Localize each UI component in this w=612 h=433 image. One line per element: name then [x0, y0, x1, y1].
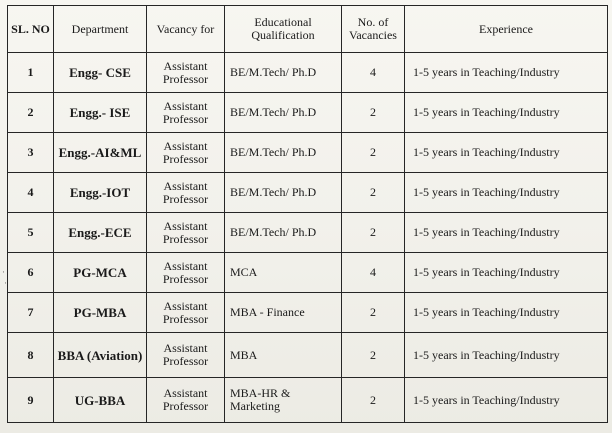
vacancies-cell: 2	[342, 133, 405, 173]
table-row	[8, 93, 608, 133]
department-cell: PG-MBA	[54, 293, 147, 333]
header-experience: Experience	[405, 6, 608, 53]
experience-cell: 1-5 years in Teaching/Industry	[405, 213, 608, 253]
table-row	[8, 173, 608, 213]
header-educational-qualification: Educational Qualification	[225, 6, 342, 53]
sl-no-cell: 8	[8, 333, 54, 378]
sl-no-cell: 5	[8, 213, 54, 253]
sl-no-cell: 2	[8, 93, 54, 133]
qualification-cell: MBA - Finance	[225, 293, 342, 333]
department-cell: UG-BBA	[54, 378, 147, 423]
sl-no-cell: 4	[8, 173, 54, 213]
qualification-cell: MBA-HR & Marketing	[225, 378, 342, 423]
table-row	[8, 53, 608, 93]
department-cell: PG-MCA	[54, 253, 147, 293]
vacancy-for-cell: Assistant Professor	[147, 293, 225, 333]
vacancies-cell: 2	[342, 213, 405, 253]
vacancies-cell: 2	[342, 173, 405, 213]
table-row	[8, 253, 608, 293]
vacancies-cell: 4	[342, 53, 405, 93]
header-department: Department	[54, 6, 147, 53]
table-row	[8, 213, 608, 253]
header-no-of-vacancies: No. of Vacancies	[342, 6, 405, 53]
department-cell: Engg- CSE	[54, 53, 147, 93]
qualification-cell: BE/M.Tech/ Ph.D	[225, 173, 342, 213]
experience-cell: 1-5 years in Teaching/Industry	[405, 293, 608, 333]
department-cell: Engg.-ECE	[54, 213, 147, 253]
experience-cell: 1-5 years in Teaching/Industry	[405, 253, 608, 293]
qualification-cell: MCA	[225, 253, 342, 293]
header-vacancy-for: Vacancy for	[147, 6, 225, 53]
vacancy-for-cell: Assistant Professor	[147, 253, 225, 293]
table-row	[8, 378, 608, 423]
vacancies-cell: 2	[342, 333, 405, 378]
vacancies-cell: 2	[342, 93, 405, 133]
experience-cell: 1-5 years in Teaching/Industry	[405, 378, 608, 423]
experience-cell: 1-5 years in Teaching/Industry	[405, 333, 608, 378]
qualification-cell: BE/M.Tech/ Ph.D	[225, 93, 342, 133]
experience-cell: 1-5 years in Teaching/Industry	[405, 173, 608, 213]
department-cell: Engg.-IOT	[54, 173, 147, 213]
vacancy-for-cell: Assistant Professor	[147, 173, 225, 213]
sl-no-cell: 7	[8, 293, 54, 333]
qualification-cell: BE/M.Tech/ Ph.D	[225, 53, 342, 93]
sl-no-cell: 1	[8, 53, 54, 93]
department-cell: Engg.- ISE	[54, 93, 147, 133]
vacancy-for-cell: Assistant Professor	[147, 213, 225, 253]
sl-no-cell: 6	[8, 253, 54, 293]
vacancy-for-cell: Assistant Professor	[147, 133, 225, 173]
qualification-cell: MBA	[225, 333, 342, 378]
department-cell: Engg.-AI&ML	[54, 133, 147, 173]
experience-cell: 1-5 years in Teaching/Industry	[405, 133, 608, 173]
table-row	[8, 333, 608, 378]
table-header-row	[8, 6, 608, 53]
sl-no-cell: 3	[8, 133, 54, 173]
vacancy-for-cell: Assistant Professor	[147, 93, 225, 133]
vacancy-table	[7, 5, 608, 423]
header-sl-no: SL. NO	[8, 6, 54, 53]
qualification-cell: BE/M.Tech/ Ph.D	[225, 213, 342, 253]
vacancy-for-cell: Assistant Professor	[147, 378, 225, 423]
vacancies-cell: 4	[342, 253, 405, 293]
table-row	[8, 293, 608, 333]
qualification-cell: BE/M.Tech/ Ph.D	[225, 133, 342, 173]
vacancy-for-cell: Assistant Professor	[147, 53, 225, 93]
experience-cell: 1-5 years in Teaching/Industry	[405, 93, 608, 133]
vacancies-cell: 2	[342, 293, 405, 333]
scan-mark: ·	[4, 278, 7, 288]
department-cell: BBA (Aviation)	[54, 333, 147, 378]
table-row	[8, 133, 608, 173]
sl-no-cell: 9	[8, 378, 54, 423]
experience-cell: 1-5 years in Teaching/Industry	[405, 53, 608, 93]
scan-mark: ·	[2, 267, 5, 277]
vacancies-cell: 2	[342, 378, 405, 423]
vacancy-for-cell: Assistant Professor	[147, 333, 225, 378]
